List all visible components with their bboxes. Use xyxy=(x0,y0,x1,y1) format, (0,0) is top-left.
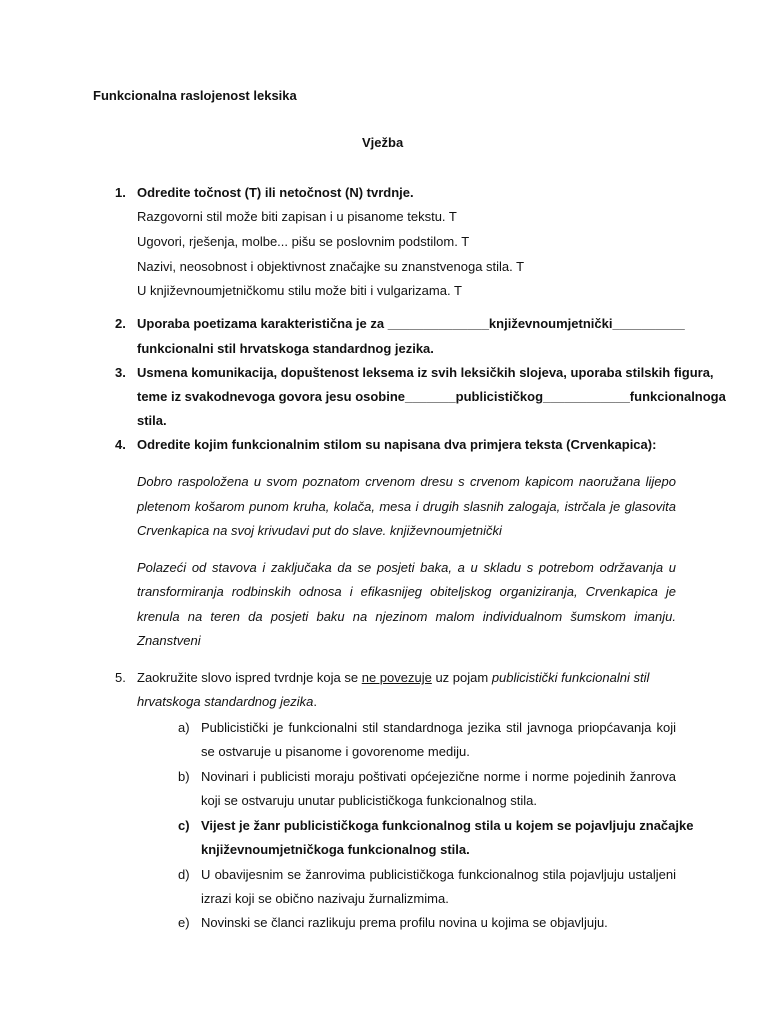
option-a-line: Publicistički je funkcionalni stil standardnoga jezika stil javnoga priopćavanja koji xyxy=(201,720,676,735)
option-c-line: književnoumjetničkoga funkcionalnog stila. xyxy=(201,842,470,857)
option-b-line: Novinari i publicisti moraju poštivati općejezične norme i norme pojedinih žanrova xyxy=(201,769,676,784)
question-1-number: 1. xyxy=(115,185,126,200)
question-2-line: funkcionalni stil hrvatskoga standardnog jezika. xyxy=(137,341,434,356)
question-2-number: 2. xyxy=(115,316,126,331)
section-title: Vježba xyxy=(362,135,404,150)
question-5-term: publicistički funkcionalni stil xyxy=(491,670,650,685)
question-3-line: stila. xyxy=(137,413,167,428)
example-text-2-line: Znanstveni xyxy=(137,633,201,648)
question-1-prompt: Odredite točnost (T) ili netočnost (N) tvrdnje. xyxy=(137,185,414,200)
question-4-prompt: Odredite kojim funkcionalnim stilom su napisana dva primjera teksta (Crvenkapica): xyxy=(137,437,657,452)
question-5-prompt-line2 xyxy=(137,694,317,709)
option-letter-e[interactable]: e) xyxy=(178,915,190,930)
question-2-line: Uporaba poetizama karakteristična je za ______________književnoumjetnički__________ xyxy=(137,316,685,331)
question-3-number: 3. xyxy=(115,365,126,380)
example-text-2-line: krenula na teren da posjeti baku na njezinom malom individualnom šumskom imanju. xyxy=(137,609,676,624)
option-e-line: Novinski se članci razlikuju prema profilu novina u kojima se objavljuju. xyxy=(201,915,608,930)
document-title: Funkcionalna raslojenost leksika xyxy=(93,88,297,103)
question-1-statement: Ugovori, rješenja, molbe... pišu se poslovnim podstilom. T xyxy=(137,234,470,249)
option-letter-c[interactable]: c) xyxy=(178,818,190,833)
example-text-1-line: Dobro raspoložena u svom poznatom crvenom dresu s crvenom kapicom naoružana lijepo xyxy=(137,474,676,489)
example-text-1-line: Crvenkapica na svoj krivudavi put do slave. književnoumjetnički xyxy=(137,523,502,538)
question-1-statement: Nazivi, neosobnost i objektivnost značajke su znanstvenoga stila. T xyxy=(137,259,525,274)
question-5-emphasis: ne povezuje xyxy=(361,670,432,685)
example-text-1-line: pletenom košarom punom kruha, kolača, mesa i drugih slasnih zalogaja, istrčala je glasovita xyxy=(137,499,676,514)
option-d-line: U obavijesnim se žanrovima publicističkoga funkcionalnog stila pojavljuju ustaljeni xyxy=(201,867,676,882)
question-4-number: 4. xyxy=(115,437,126,452)
option-letter-a[interactable]: a) xyxy=(178,720,190,735)
question-5-term: hrvatskoga standardnog jezika xyxy=(137,694,314,709)
example-text-2-line: Polazeći od stavova i zaključaka da se posjeti baka, a u skladu s potrebom održavanja u xyxy=(137,560,676,575)
question-3-line: Usmena komunikacija, dopuštenost leksema iz svih leksičkih slojeva, uporaba stilskih figura, xyxy=(137,365,714,380)
option-d-line: izrazi koji se obično nazivaju žurnalizmima. xyxy=(201,891,449,906)
option-b-line: koji se ostvaruju unutar publicističkoga funkcionalnog stila. xyxy=(201,793,538,808)
question-5-number: 5. xyxy=(115,670,126,685)
question-1-statement: U književnoumjetničkomu stilu može biti i vulgarizama. T xyxy=(137,283,462,298)
option-letter-d[interactable]: d) xyxy=(178,867,190,882)
example-text-2-line: transformiranja rodbinskih odnosa i efikasnijeg obiteljskog organiziranja, Crvenkapica je xyxy=(137,584,676,599)
question-5-prompt xyxy=(137,670,676,685)
option-a-line: se ostvaruje u pisanome i govorenome mediju. xyxy=(201,744,470,759)
question-5-prompt-text: uz pojam xyxy=(431,670,492,685)
option-letter-b[interactable]: b) xyxy=(178,769,190,784)
question-1-statement: Razgovorni stil može biti zapisan i u pisanome tekstu. T xyxy=(137,209,457,224)
question-5-prompt-text: . xyxy=(313,694,317,709)
option-c-line: Vijest je žanr publicističkoga funkcionalnog stila u kojem se pojavljuju značajke xyxy=(201,818,694,833)
question-5-prompt-text: Zaokružite slovo ispred tvrdnje koja se xyxy=(137,670,362,685)
question-3-line: teme iz svakodnevoga govora jesu osobine_______publicističkog____________funkcionalnoga xyxy=(137,389,726,404)
